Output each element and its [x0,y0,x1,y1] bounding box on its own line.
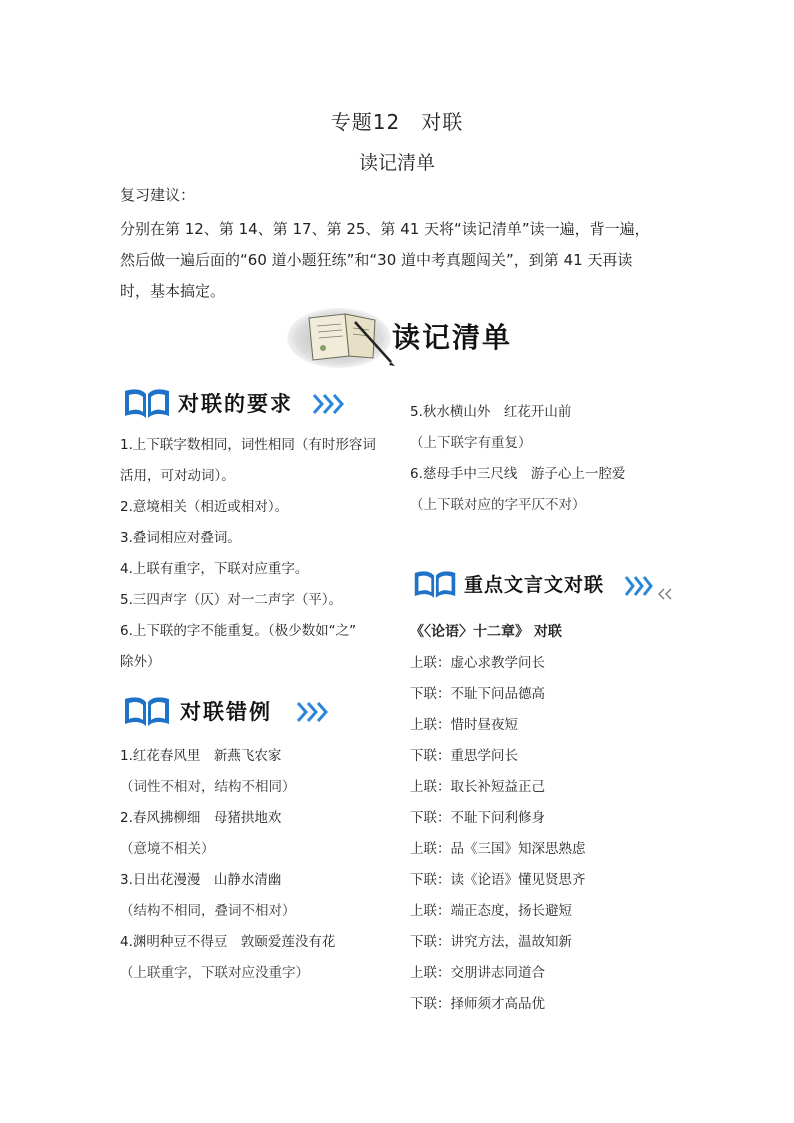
page-title: 专题12 对联 [330,110,464,134]
list-item: 下联：讲究方法，温故知新 [410,934,572,950]
list-item: 上联：端正态度，扬长避短 [410,903,572,919]
list-item: （结构不相同，叠词不相对） [120,903,296,919]
list-item: 5.三四声字（仄）对一二声字（平）。 [120,592,343,608]
advice-line: 分别在第 12、第 14、第 17、第 25、第 41 天将“读记清单”读一遍，背一遍， [120,220,650,238]
list-item: （意境不相关） [120,841,215,857]
open-book-icon [412,568,458,600]
list-item: 上联：虚心求教学问长 [410,655,545,671]
list-item: 1.红花春风里 新燕飞农家 [120,748,282,764]
list-item: 6.上下联的字不能重复。（极少数如“之” [120,623,357,639]
list-item: 上联：品《三国》知深思熟虑 [410,841,586,857]
classical-list [410,617,690,1020]
list-item: （上联重字，下联对应没重字） [120,965,309,981]
section-header-classical [412,566,674,606]
list-item: （上下联字有重复） [410,435,532,451]
list-item: 下联：重思学问长 [410,748,518,764]
advice-paragraph [120,214,680,307]
advice-heading: 复习建议： [120,186,196,204]
open-book-icon [122,386,172,420]
classical-heading: 《〈论语〉十二章》 对联 [410,624,562,640]
section-header-requirements [122,384,362,424]
list-item: 3.日出花漫漫 山静水清幽 [120,872,282,888]
section-title: 对联的要求 [178,391,293,416]
list-item: 2.春风拂柳细 母猪拱地欢 [120,810,282,826]
list-item: 活用，可对动词）。 [120,468,235,484]
list-item: （词性不相对，结构不相同） [120,779,296,795]
open-book-icon [122,694,172,728]
list-item: （上下联对应的字平仄不对） [410,497,586,513]
list-item: 3.叠词相应对叠词。 [120,530,241,546]
list-item: 2.意境相关（相近或相对）。 [120,499,289,515]
chevron-right-icon [312,392,346,416]
chevron-right-icon [624,574,654,598]
list-item: 下联：不耻下问品德高 [410,686,545,702]
section-title: 重点文言文对联 [464,574,605,596]
section-header-errors [122,692,362,732]
chevron-left-icon [656,588,674,600]
chevron-right-icon [296,700,330,724]
list-item: 5.秋水横山外 红花开山前 [410,404,572,420]
section-title: 对联错例 [180,699,272,724]
list-item: 除外） [120,654,161,670]
list-item: 4.渊明种豆不得豆 敦颐爱莲没有花 [120,934,336,950]
requirements-list [120,430,400,678]
page-subtitle: 读记清单 [358,152,435,174]
banner-title: 读记清单 [392,321,513,354]
list-item: 6.慈母手中三尺线 游子心上一腔爱 [410,466,626,482]
list-item: 1.上下联字数相同，词性相同（有时形容词 [120,437,376,453]
advice-line: 时，基本搞定。 [120,282,226,300]
list-item: 下联：读《论语》懂见贤思齐 [410,872,586,888]
advice-line: 然后做一遍后面的“60 道小题狂练”和“30 道中考真题闯关”，到第 41 天再读 [120,251,633,269]
list-item: 下联：择师须才高品优 [410,996,545,1012]
list-item: 下联：不耻下问利修身 [410,810,545,826]
list-item: 上联：交朋讲志同道合 [410,965,545,981]
list-item: 4.上联有重字，下联对应重字。 [120,561,309,577]
errors-list [120,741,400,989]
list-item: 上联：惜时昼夜短 [410,717,518,733]
errors-list-continued [410,397,690,521]
list-item: 上联：取长补短益正己 [410,779,545,795]
